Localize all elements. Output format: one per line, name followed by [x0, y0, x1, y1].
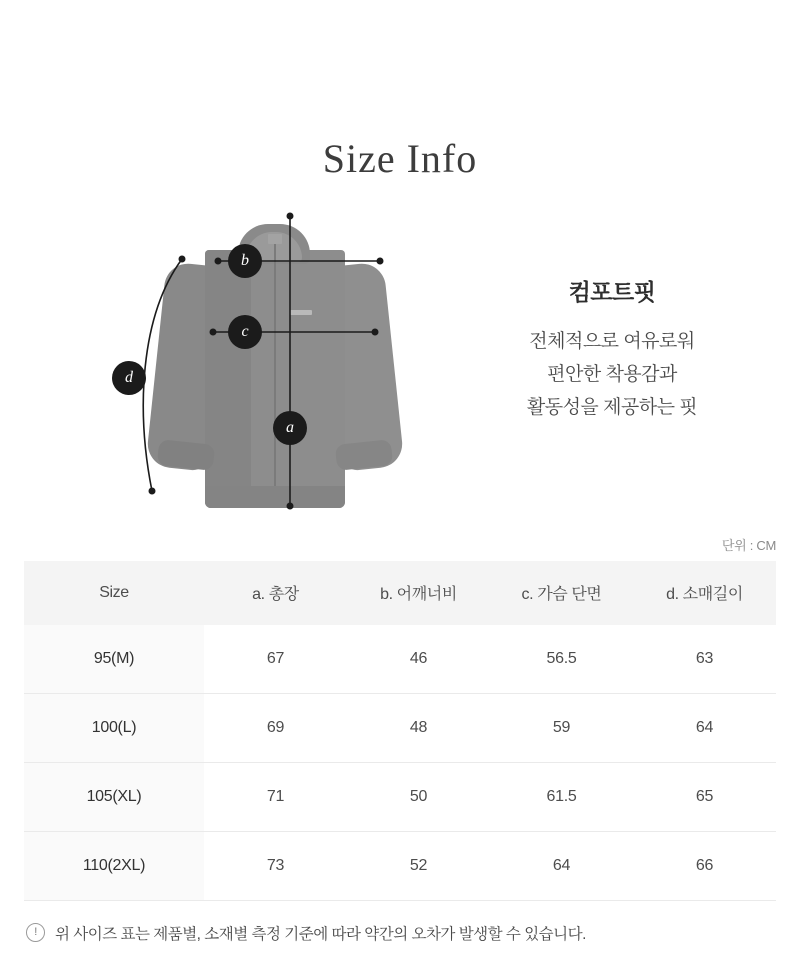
marker-a: a — [273, 411, 307, 445]
table-cell-shoulder: 52 — [347, 831, 490, 900]
fit-description-line: 활동성을 제공하는 핏 — [526, 397, 698, 419]
page-title: Size Info — [322, 135, 478, 181]
table-row — [24, 831, 776, 900]
table-row — [24, 693, 776, 762]
table-cell-size: 100(L) — [24, 693, 204, 762]
table-cell-chest: 64 — [490, 831, 633, 900]
table-cell-size: 95(M) — [24, 625, 204, 694]
table-header-shoulder: b. 어깨너비 — [347, 561, 490, 625]
table-cell-size: 110(2XL) — [24, 831, 204, 900]
table-cell-size: 105(XL) — [24, 762, 204, 831]
table-cell-length: 67 — [204, 625, 347, 694]
table-row — [24, 762, 776, 831]
table-cell-chest: 59 — [490, 693, 633, 762]
marker-c: c — [228, 315, 262, 349]
marker-b: b — [228, 244, 262, 278]
table-cell-sleeve: 66 — [633, 831, 776, 900]
table-header-chest: c. 가슴 단면 — [490, 561, 633, 625]
table-cell-length: 73 — [204, 831, 347, 900]
fit-description-block — [452, 274, 772, 425]
marker-d: d — [112, 361, 146, 395]
table-header-row — [24, 561, 776, 625]
table-cell-shoulder: 48 — [347, 693, 490, 762]
fit-description — [452, 325, 772, 425]
table-header-size: Size — [24, 561, 204, 625]
table-cell-sleeve: 63 — [633, 625, 776, 694]
table-cell-chest: 61.5 — [490, 762, 633, 831]
footnote-text: 위 사이즈 표는 제품별, 소재별 측정 기준에 따라 약간의 오차가 발생할 수 있습니다. — [55, 925, 586, 943]
table-row — [24, 625, 776, 694]
size-diagram — [0, 206, 800, 536]
table-cell-length: 71 — [204, 762, 347, 831]
table-header-length: a. 총장 — [204, 561, 347, 625]
fit-name: 컴포트핏 — [568, 278, 656, 305]
table-cell-chest: 56.5 — [490, 625, 633, 694]
exclamation-circle-icon: ! — [26, 923, 45, 942]
table-header-sleeve: d. 소매길이 — [633, 561, 776, 625]
fit-description-line: 편안한 착용감과 — [547, 363, 677, 385]
fit-description-line: 전체적으로 여유로워 — [529, 330, 695, 352]
unit-note: 단위 : CM — [721, 537, 776, 553]
table-cell-length: 69 — [204, 693, 347, 762]
footnote — [26, 922, 586, 944]
size-table — [24, 561, 776, 901]
table-cell-shoulder: 50 — [347, 762, 490, 831]
table-cell-shoulder: 46 — [347, 625, 490, 694]
table-cell-sleeve: 65 — [633, 762, 776, 831]
size-info-page — [0, 27, 800, 953]
table-cell-sleeve: 64 — [633, 693, 776, 762]
